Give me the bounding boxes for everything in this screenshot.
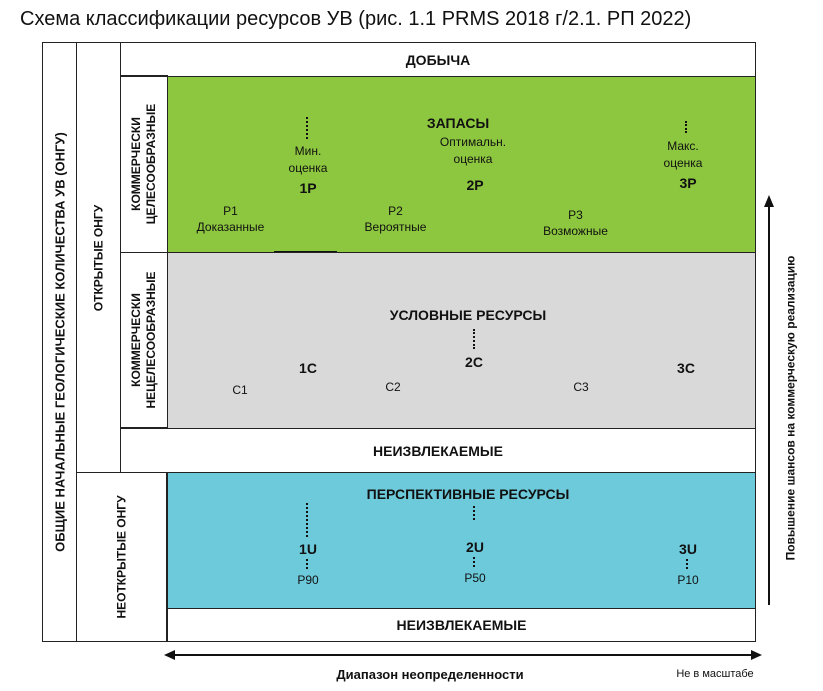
commercial-chance-arrow — [762, 195, 776, 607]
commercial-label: КОММЕРЧЕСКИ ЦЕЛЕСООБРАЗНЫЕ — [129, 103, 158, 225]
reserves-1p: 1P — [299, 180, 317, 196]
unrecoverable-undiscovered-label: НЕИЗВЛЕКАЕМЫЕ — [396, 617, 527, 633]
discovered-label: ОТКРЫТЫЕ ОНГУ — [91, 204, 105, 311]
reserves-p3: P3 Возможные — [543, 208, 608, 238]
diagram-title: Схема классификации ресурсов УВ (рис. 1.1 PRMS 2018 г/2.1. РП 2022) — [20, 8, 692, 30]
prospective-p50-dots — [473, 557, 475, 567]
prospective-p10-dots — [686, 559, 688, 569]
uncertainty-range-arrow — [164, 648, 764, 662]
contingent-box — [167, 252, 756, 429]
prospective-2u: 2U — [466, 539, 484, 555]
unrecoverable-discovered-label: НЕИЗВЛЕКАЕМЫЕ — [373, 442, 503, 459]
subcommercial-column — [120, 252, 168, 428]
prospective-box — [167, 472, 756, 609]
contingent-c2: C2 — [385, 380, 401, 394]
reserves-2p: 2P — [466, 177, 484, 193]
prospective-2u-dots — [473, 506, 475, 520]
prospective-title: ПЕРСПЕКТИВНЫЕ РЕСУРСЫ — [366, 486, 570, 502]
contingent-1c: 1C — [299, 360, 317, 376]
reserves-p1: P1 Доказанные — [196, 204, 265, 234]
prospective-p90-dots — [306, 559, 308, 569]
undiscovered-label: НЕОТКРЫТЫЕ ОНГУ — [114, 495, 128, 619]
prospective-1u-dots — [306, 503, 308, 537]
reserves-3p: 3P — [679, 175, 697, 191]
unrecoverable-discovered-box — [120, 428, 756, 473]
reserves-best-label: Оптимальн. оценка — [439, 135, 507, 166]
contingent-c1: C1 — [232, 383, 248, 397]
reserves-high-dots — [685, 121, 687, 133]
contingent-2c-dots — [473, 329, 475, 349]
not-to-scale-label: Не в масштабе — [676, 668, 754, 680]
prospective-1u: 1U — [299, 541, 317, 557]
prospective-p90: P90 — [297, 573, 319, 587]
contingent-title: УСЛОВНЫЕ РЕСУРСЫ — [389, 307, 547, 323]
reserves-title: ЗАПАСЫ — [426, 115, 490, 131]
undiscovered-column — [76, 472, 167, 642]
contingent-3c: 3C — [677, 360, 695, 376]
production-label: ДОБЫЧА — [405, 51, 471, 68]
production-box — [120, 42, 756, 77]
prospective-3u: 3U — [679, 541, 697, 557]
commercial-chance-column — [780, 205, 802, 610]
reserves-low-dots — [306, 117, 308, 139]
reserves-p2: P2 Вероятные — [364, 204, 427, 234]
discovered-column — [76, 42, 121, 473]
reserves-box — [167, 76, 756, 253]
commercial-column — [120, 75, 168, 253]
prospective-p50: P50 — [464, 571, 486, 585]
unrecoverable-undiscovered-box — [167, 608, 756, 642]
uncertainty-range-label: Диапазон неопределенности — [336, 667, 524, 682]
contingent-c3: C3 — [573, 380, 589, 394]
reserves-low-label: Мин. оценка — [288, 144, 328, 175]
contingent-2c: 2C — [465, 354, 483, 370]
commercial-chance-label: Повышение шансов на коммерческую реализацию — [783, 255, 798, 560]
total-ongu-label: ОБЩИЕ НАЧАЛЬНЫЕ ГЕОЛОГИЧЕСКИЕ КОЛИЧЕСТВА УВ (ОНГУ) — [52, 132, 67, 552]
total-ongu-column — [42, 42, 77, 642]
prospective-p10: P10 — [677, 573, 699, 587]
reserves-high-label: Макс. оценка — [663, 139, 703, 170]
subcommercial-label: КОММЕРЧЕСКИ НЕЦЕЛЕСООБРАЗНЫЕ — [129, 271, 158, 409]
